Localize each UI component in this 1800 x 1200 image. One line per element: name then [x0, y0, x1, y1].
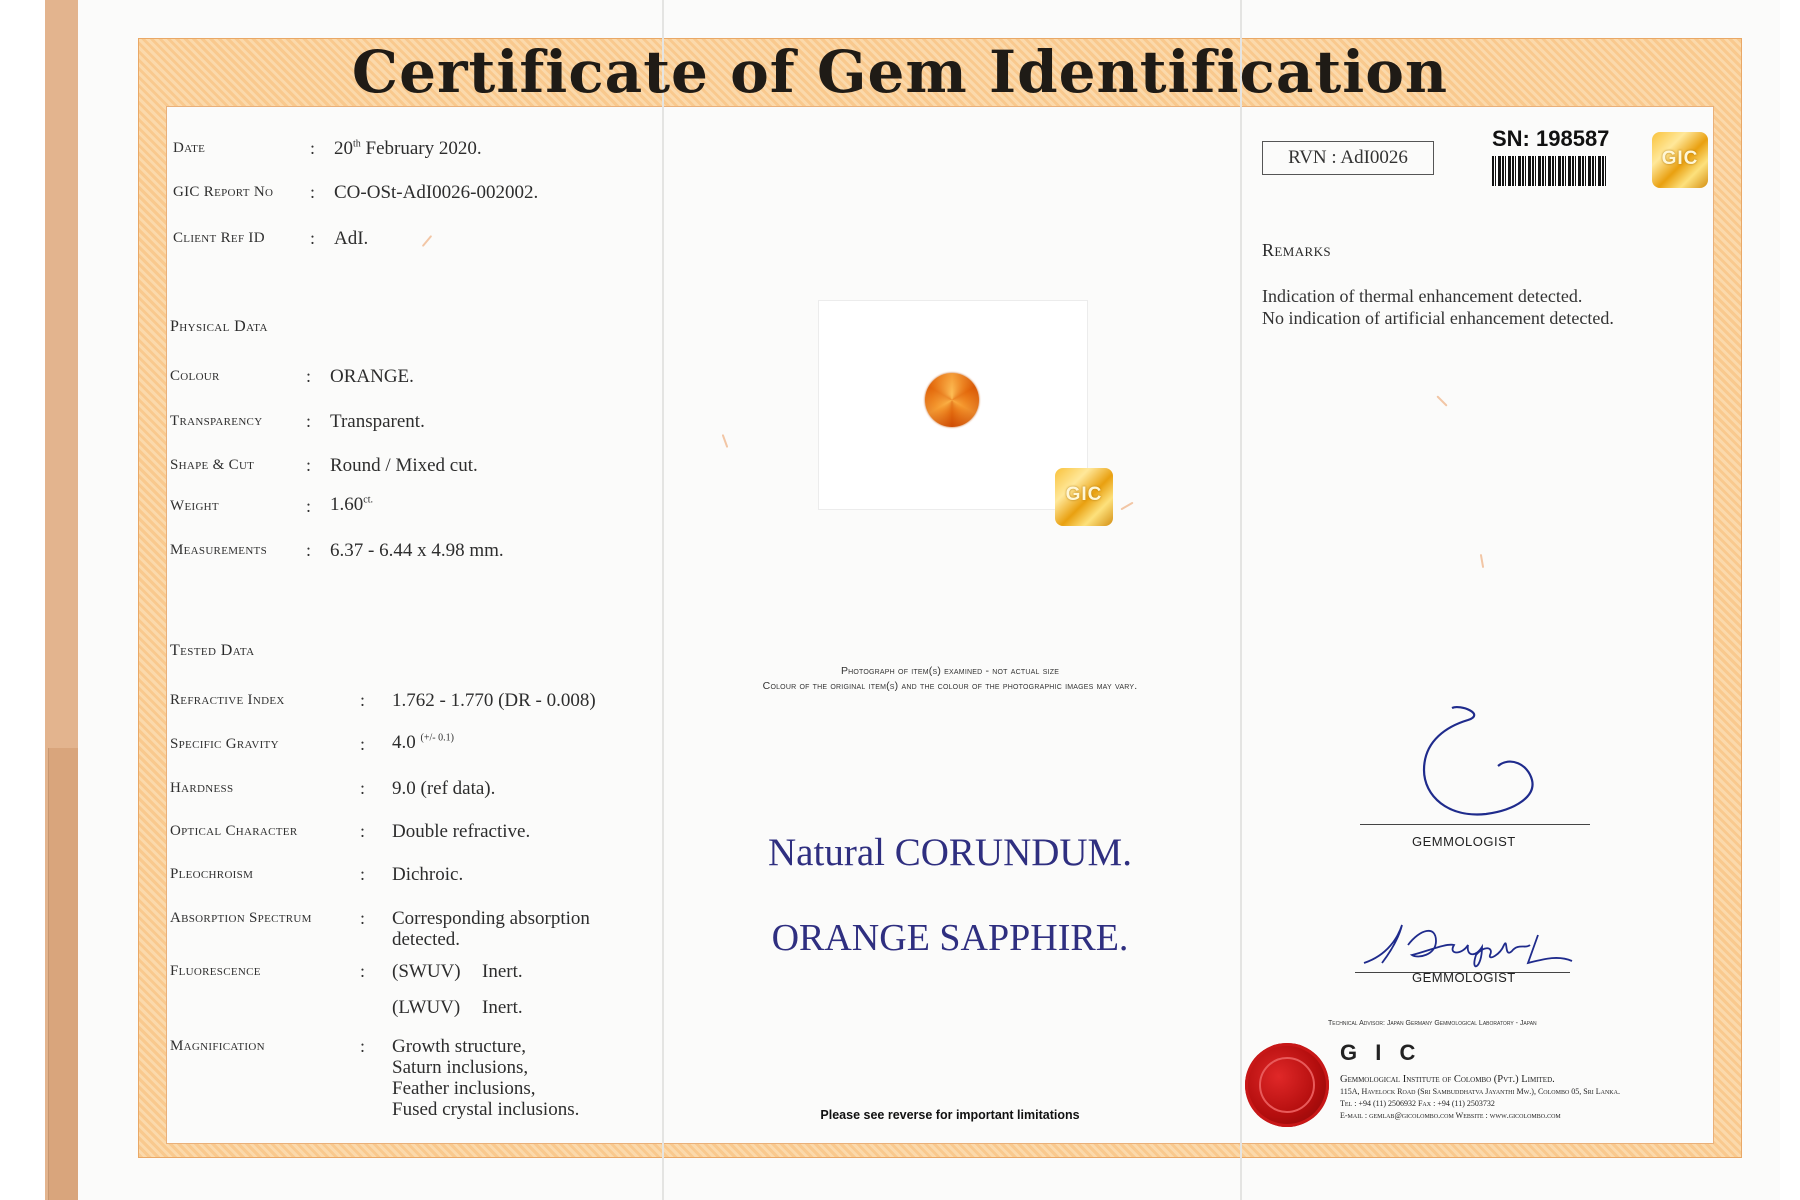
hologram-text: GIC: [1065, 484, 1103, 505]
pleochroism-value: Dichroic.: [392, 864, 464, 885]
colon: :: [306, 540, 312, 560]
gic-hologram-icon: [1055, 468, 1113, 526]
magnification-label: Magnification: [170, 1038, 265, 1054]
colon: :: [360, 734, 366, 754]
colon: :: [310, 182, 316, 202]
refractive-index-label: Refractive Index: [170, 692, 285, 708]
hardness-label: Hardness: [170, 780, 234, 796]
hardness-value: 9.0 (ref data).: [392, 778, 496, 799]
fluorescence-swuv-value: Inert.: [482, 961, 523, 982]
gemmologist-label: GEMMOLOGIST: [1412, 970, 1516, 985]
measurements-label: Measurements: [170, 542, 267, 558]
colon: :: [310, 138, 316, 158]
orange-sapphire-image: [925, 373, 979, 427]
fold-line-left: [662, 0, 664, 1200]
magnification-line: Saturn inclusions,: [392, 1057, 529, 1078]
optical-character-value: Double refractive.: [392, 821, 531, 842]
institute-address: 115A, Havelock Road (Sri Sambuddhatva Jayanthi Mw.), Colombo 05, Sri Lanka.: [1340, 1087, 1620, 1096]
technical-advisor: Technical Advisor: Japan Germany Gemmological Laboratory - Japan: [1328, 1020, 1537, 1027]
gem-facets: [925, 373, 979, 427]
refractive-index-value: 1.762 - 1.770 (DR - 0.008): [392, 690, 596, 711]
gemmologist-signature-2: [1358, 915, 1598, 975]
certificate-body: [166, 106, 1714, 1144]
institute-contact: E-mail : gemlab@gicolombo.com Website : www.gicolombo.com: [1340, 1111, 1561, 1120]
fluorescence-lwuv-value: Inert.: [482, 997, 523, 1018]
date-value: 20th February 2020.: [334, 138, 482, 159]
gic-logo-text: G I C: [1340, 1040, 1422, 1065]
specific-gravity-label: Specific Gravity: [170, 736, 279, 752]
fluorescence-label: Fluorescence: [170, 963, 261, 979]
gemmologist-label: GEMMOLOGIST: [1412, 834, 1516, 849]
weight-label: Weight: [170, 498, 219, 514]
colon: :: [360, 690, 366, 710]
fold-line-right: [1240, 0, 1242, 1200]
remarks-heading: Remarks: [1262, 240, 1331, 260]
colon: :: [306, 496, 312, 516]
colon: :: [360, 1036, 366, 1056]
tested-data-heading: Tested Data: [170, 642, 255, 659]
barcode: [1492, 156, 1608, 186]
institute-details: [1340, 1074, 1620, 1122]
fluorescence-lwuv-tag: (LWUV): [392, 997, 461, 1018]
colon: :: [360, 821, 366, 841]
date-label: Date: [173, 140, 206, 156]
colour-value: ORANGE.: [330, 366, 414, 387]
report-no-label: GIC Report No: [173, 184, 274, 200]
photo-caption: Photograph of item(s) examined - not actual size: [840, 665, 1060, 677]
limitations-note: Please see reverse for important limitations: [820, 1108, 1080, 1122]
client-ref-label: Client Ref ID: [173, 230, 265, 246]
institute-phone: Tel : +94 (11) 2506932 Fax : +94 (11) 2503732: [1340, 1099, 1495, 1108]
rvn-box: RVN : AdI0026: [1262, 141, 1434, 175]
fluorescence-swuv-tag: (SWUV): [392, 961, 461, 982]
pleochroism-label: Pleochroism: [170, 866, 254, 882]
gic-hologram-icon: [1652, 132, 1708, 188]
remark-line: Indication of thermal enhancement detected.: [1262, 286, 1583, 306]
remarks-text: [1262, 285, 1614, 329]
magnification-line: Feather inclusions,: [392, 1078, 536, 1099]
photo-disclaimer: Colour of the original item(s) and the colour of the photographic images may vary.: [762, 680, 1138, 692]
species-identification: Natural CORUNDUM.: [768, 831, 1132, 874]
magnification-line: Fused crystal inclusions.: [392, 1099, 580, 1120]
magnification-line: Growth structure,: [392, 1036, 527, 1057]
colon: :: [306, 366, 312, 386]
report-no-value: CO-OSt-AdI0026-002002.: [334, 182, 539, 203]
colon: :: [360, 961, 366, 981]
variety-identification: ORANGE SAPPHIRE.: [771, 917, 1129, 959]
physical-data-heading: Physical Data: [170, 318, 268, 335]
absorption-spectrum-value: Corresponding absorption detected.: [392, 908, 590, 950]
colon: :: [360, 908, 366, 928]
colon: :: [306, 411, 312, 431]
seal-emblem: [1259, 1057, 1315, 1113]
transparency-label: Transparency: [170, 413, 263, 429]
shape-cut-label: Shape & Cut: [170, 457, 255, 473]
shape-cut-value: Round / Mixed cut.: [330, 455, 478, 476]
institute-name: Gemmological Institute of Colombo (Pvt.) Limited.: [1340, 1074, 1555, 1085]
wax-seal: [1245, 1043, 1329, 1127]
colon: :: [306, 455, 312, 475]
colon: :: [360, 778, 366, 798]
colour-label: Colour: [170, 368, 220, 384]
hologram-text: GIC: [1661, 148, 1699, 169]
certificate-title: Certificate of Gem Identification: [351, 38, 1449, 106]
transparency-value: Transparent.: [330, 411, 425, 432]
remark-line: No indication of artificial enhancement detected.: [1262, 308, 1614, 328]
absorption-spectrum-label: Absorption Spectrum: [170, 910, 312, 926]
weight-value: $1.60^{ct.}$: [330, 494, 373, 515]
client-ref-value: AdI.: [334, 228, 369, 249]
magnification-value: [392, 1036, 579, 1120]
gemmologist-signature-1: [1390, 700, 1550, 830]
serial-number: SN: 198587: [1492, 126, 1610, 151]
colon: :: [310, 228, 316, 248]
measurements-value: 6.37 - 6.44 x 4.98 mm.: [330, 540, 504, 561]
signature-line: [1360, 824, 1590, 825]
colon: :: [360, 864, 366, 884]
optical-character-label: Optical Character: [170, 823, 298, 839]
specific-gravity-value: 4.0 $^{(+/- 0.1)}$: [392, 732, 454, 753]
folder-tab: [48, 748, 81, 1200]
